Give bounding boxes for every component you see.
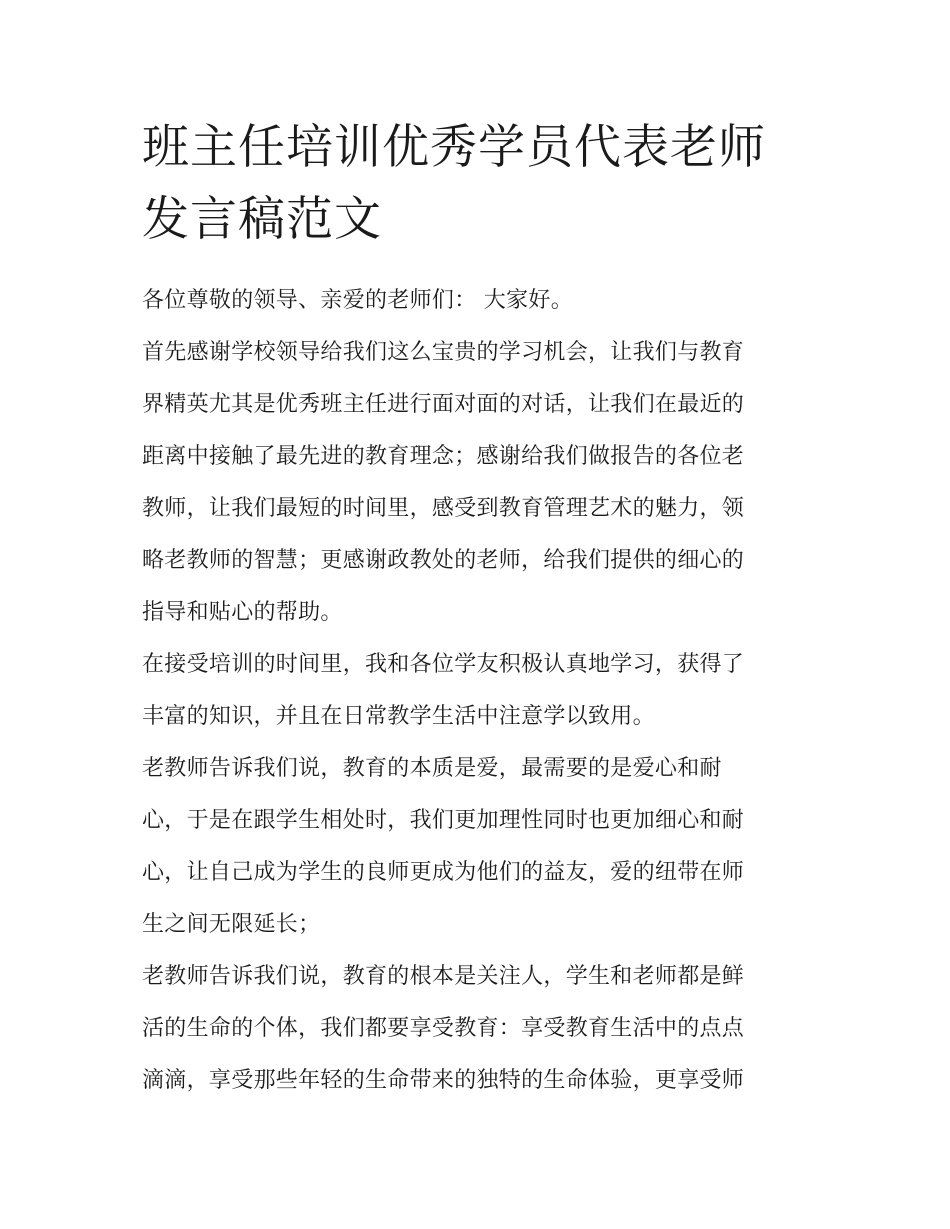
body-line: 老教师告诉我们说，教育的本质是爱，最需要的是爱心和耐 — [142, 756, 722, 781]
body-line: 生之间无限延长； — [142, 912, 321, 937]
body-line: 在接受培训的时间里，我和各位学友积极认真地学习，获得了 — [142, 652, 745, 677]
body-line: 心，于是在跟学生相处时，我们更加理性同时也更加细心和耐 — [142, 808, 745, 833]
title-line-2: 发言稿范文 — [142, 192, 382, 247]
document-body — [142, 284, 814, 1116]
body-line: 界精英尤其是优秀班主任进行面对面的对话，让我们在最近的 — [142, 392, 745, 417]
body-line: 活的生命的个体，我们都要享受教育：享受教育生活中的点点 — [142, 1016, 745, 1041]
body-line: 丰富的知识，并且在日常教学生活中注意学以致用。 — [142, 704, 655, 729]
body-line: 滴滴，享受那些年轻的生命带来的独特的生命体验，更享受师 — [142, 1068, 745, 1093]
body-line: 略老教师的智慧；更感谢政教处的老师，给我们提供的细心的 — [142, 548, 745, 573]
title-line-1: 班主任培训优秀学员代表老师 — [142, 120, 766, 175]
body-line: 指导和贴心的帮助。 — [142, 600, 343, 625]
body-line: 首先感谢学校领导给我们这么宝贵的学习机会，让我们与教育 — [142, 340, 745, 365]
body-line: 心，让自己成为学生的良师更成为他们的益友，爱的纽带在师 — [142, 860, 745, 885]
body-line: 教师，让我们最短的时间里，感受到教育管理艺术的魅力，领 — [142, 496, 745, 521]
body-line: 距离中接触了最先进的教育理念；感谢给我们做报告的各位老 — [142, 444, 745, 469]
document-title — [142, 112, 822, 256]
body-line: 老教师告诉我们说，教育的根本是关注人，学生和老师都是鲜 — [142, 964, 745, 989]
greeting-line: 各位尊敬的领导、亲爱的老师们： 大家好。 — [142, 288, 573, 313]
